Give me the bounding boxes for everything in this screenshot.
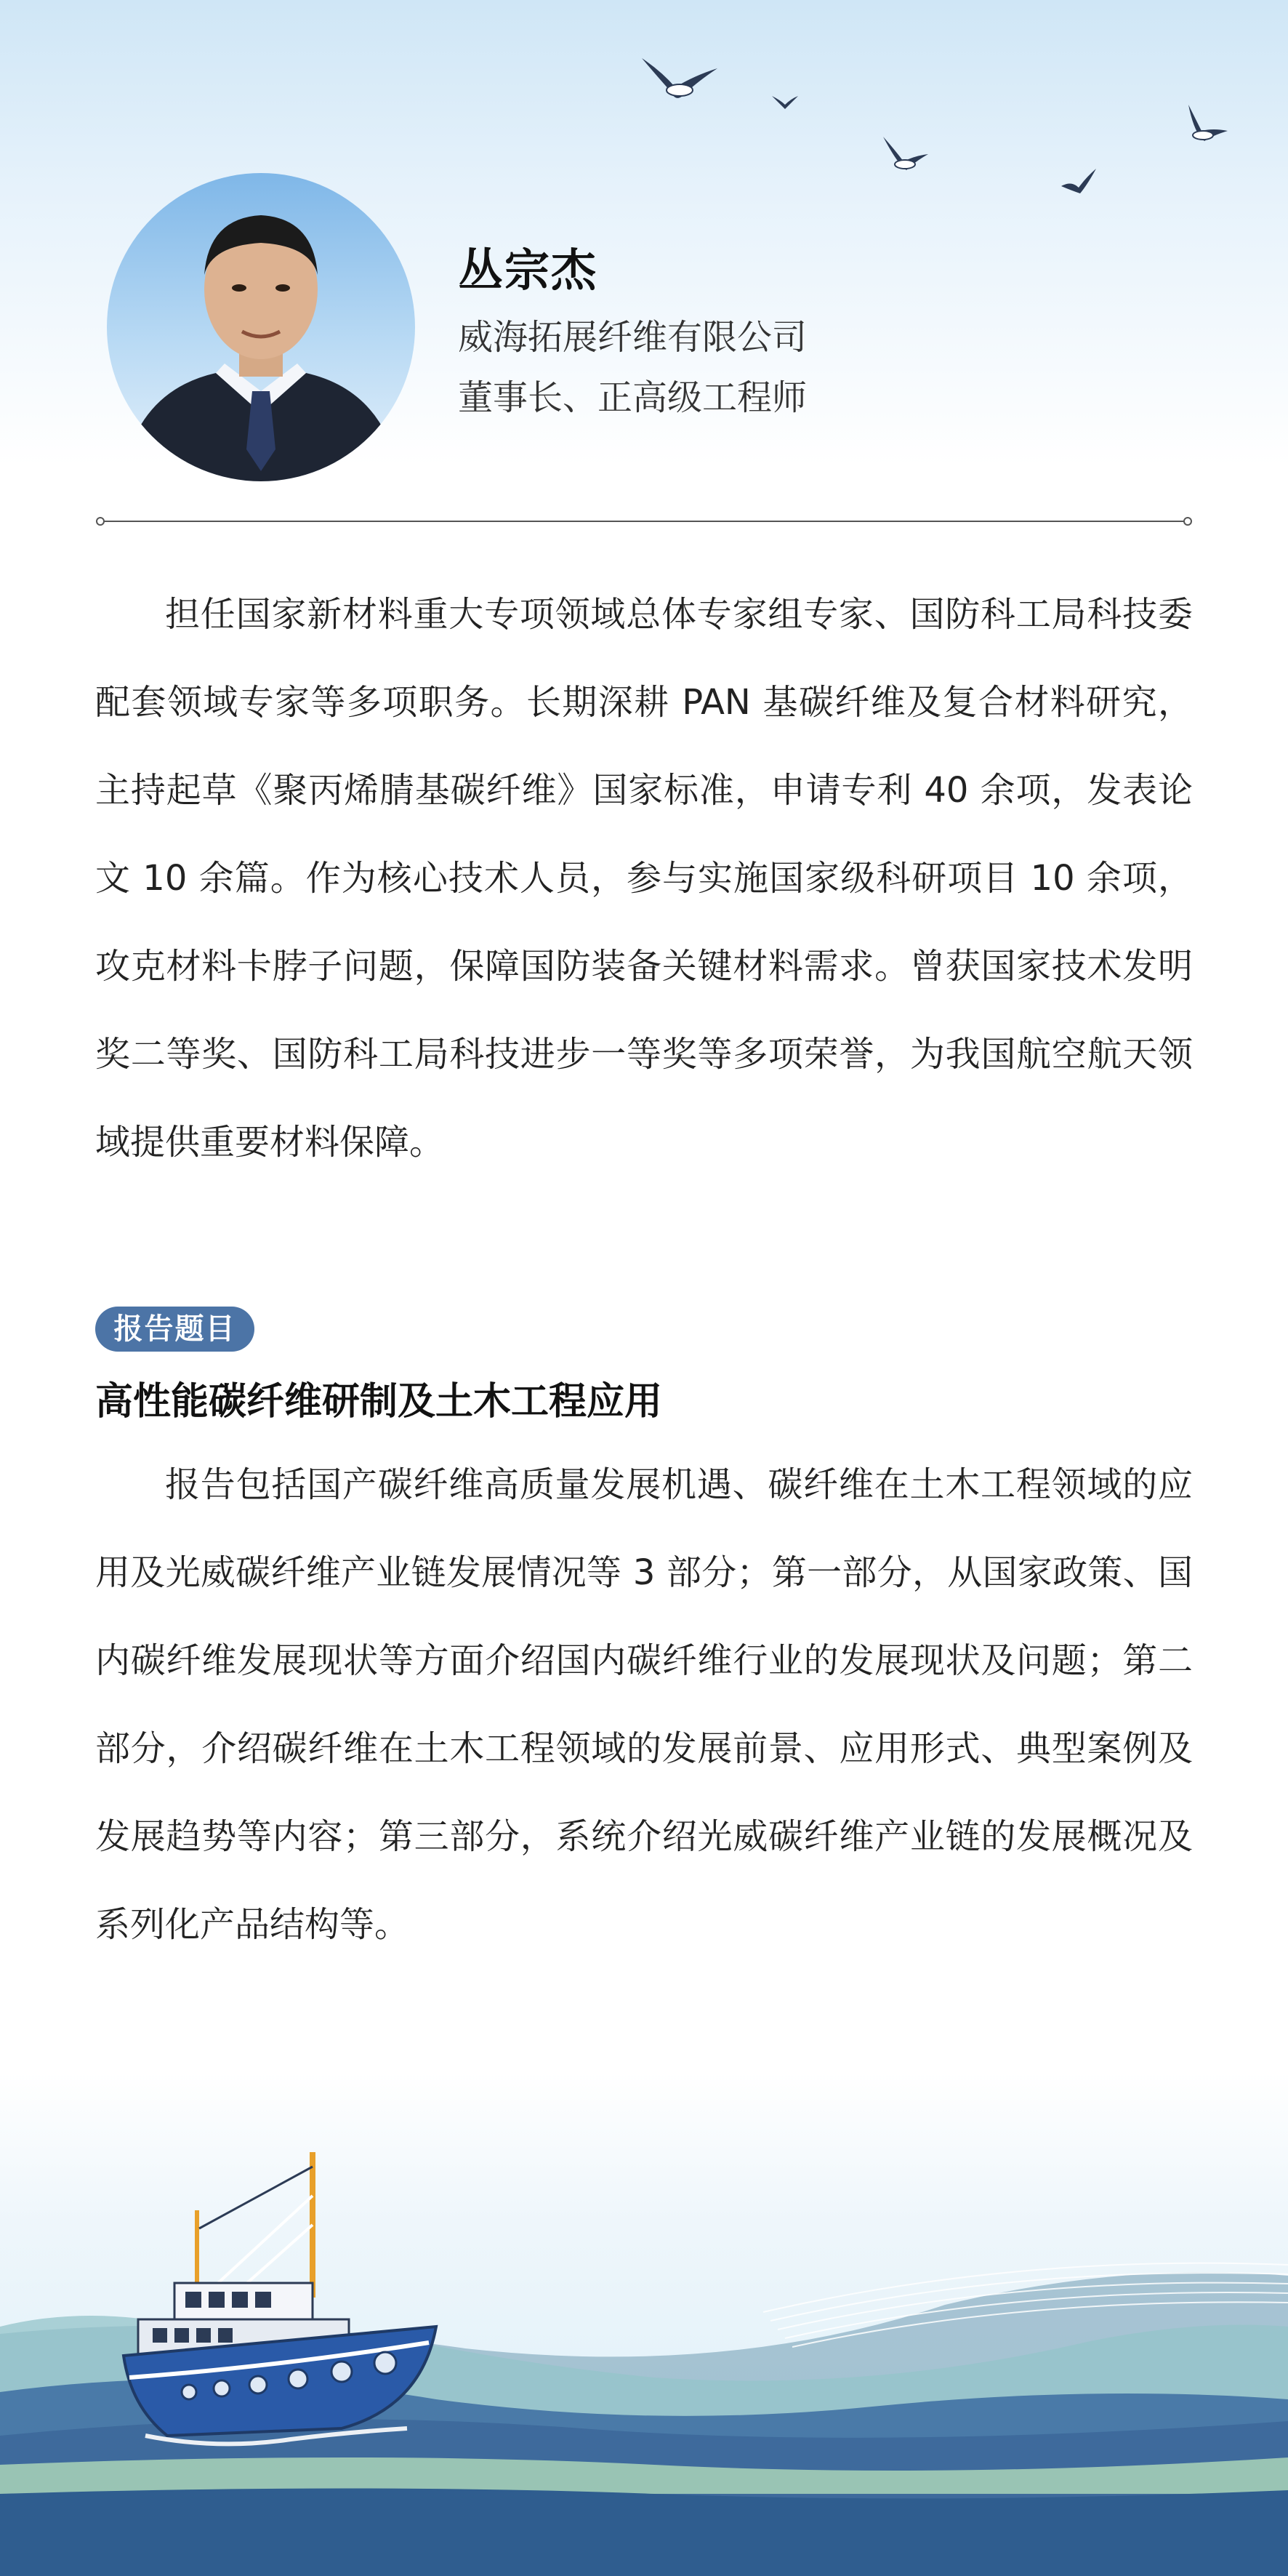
report-title: 高性能碳纤维研制及土木工程应用 (95, 1380, 663, 1424)
speaker-bio: 担任国家新材料重大专项领域总体专家组专家、国防科工局科技委配套领域专家等多项职务。长期深耕 PAN 基碳纤维及复合材料研究，主持起草《聚丙烯腈基碳纤维》国家标准，申请专利 40 余项，发表论文 10 余篇。作为核心技术人员，参与实施国家级科研项目 10 余项，攻克材料卡脖子问题，保障国防装备关键材料需求。曾获国家技术发明奖二等奖、国防科工局科技进步一等奖等多项荣誉，为我国航空航天领域提供重要材料保障。 (95, 594, 1193, 1163)
ship-icon (124, 2152, 436, 2444)
seagull-icon (772, 96, 798, 109)
divider (95, 516, 1193, 526)
report-badge: 报告题目 (95, 1307, 254, 1352)
speaker-name: 丛宗杰 (458, 244, 598, 297)
portrait-photo (107, 173, 415, 481)
seagull-icon (642, 58, 717, 98)
seagull-icon (1188, 105, 1228, 141)
avatar (107, 173, 415, 481)
seagulls-decoration (0, 0, 1288, 218)
seagull-icon (1061, 169, 1096, 193)
speaker-organization: 威海拓展纤维有限公司 (458, 317, 808, 358)
report-summary: 报告包括国产碳纤维高质量发展机遇、碳纤维在土木工程领域的应用及光威碳纤维产业链发展情况等 3 部分；第一部分，从国家政策、国内碳纤维发展现状等方面介绍国内碳纤维行业的发展现状及问题；第二部分，介绍碳纤维在土木工程领域的发展前景、应用形式、典型案例及发展趋势等内容；第三部分，系统介绍光威碳纤维产业链的发展概况及系列化产品结构等。 (95, 1464, 1193, 1945)
sea-ship-illustration (0, 2087, 1288, 2576)
seagull-icon (883, 137, 928, 170)
speaker-position: 董事长、正高级工程师 (458, 377, 808, 418)
